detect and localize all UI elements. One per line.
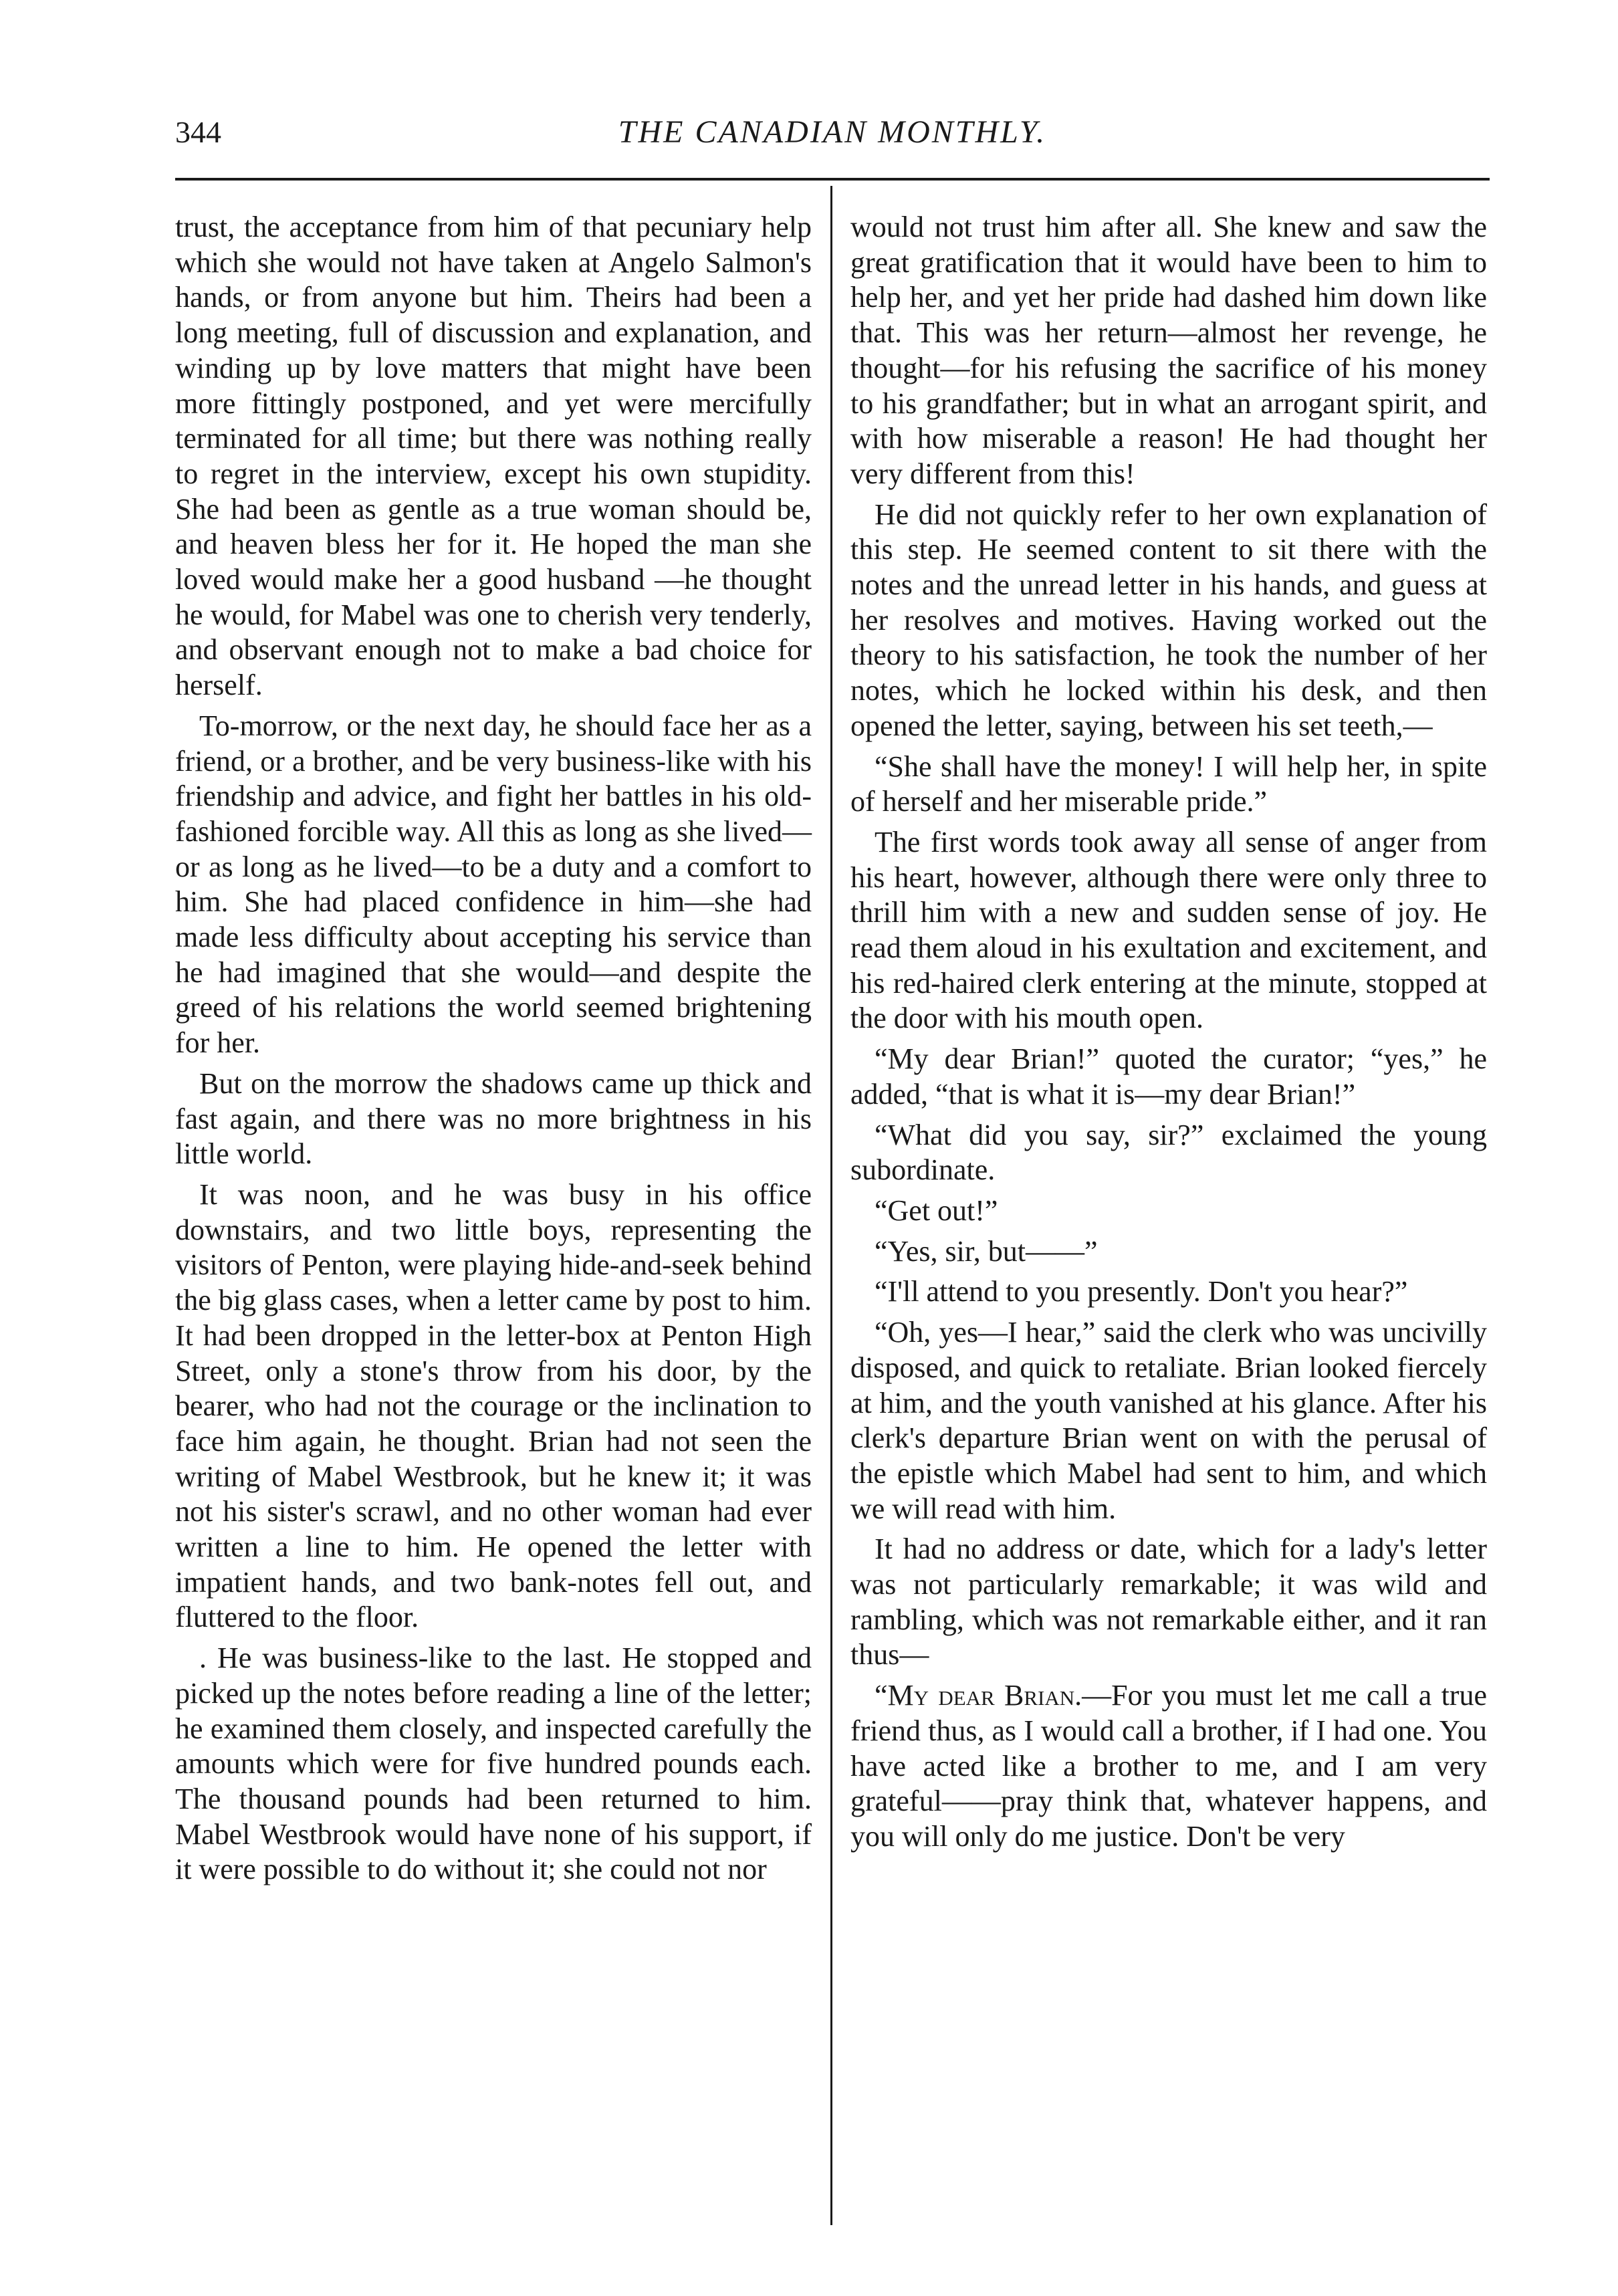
column-divider [830, 186, 832, 2225]
paragraph: It had no address or date, which for a lady's letter was not particularly remarkable; it was wild and rambling, which was not remarkable either, and it ran thus— [850, 1532, 1487, 1672]
left-column [175, 210, 812, 1893]
paragraph: He did not quickly refer to her own explanation of this step. He seemed content to sit there with the notes and the unread letter in his hands, and guess at her resolves and motives. Having worked out the theory to his satisfaction, he took the number of her notes, which he locked within his desk, and then opened the letter, saying, between his set teeth,— [850, 497, 1487, 742]
running-title: THE CANADIAN MONTHLY. [618, 114, 1047, 150]
paragraph: “She shall have the money! I will help her, in spite of herself and her miserable pride.” [850, 750, 1487, 818]
letter-body: —For you must let me call a true friend thus, as I would call a brother, if I had one. You have acted like a brother to me, and I am very grateful——pray think that, whatever happens, and you will only do me justice. Don't be very [850, 1679, 1487, 1853]
paragraph: would not trust him after all. She knew and saw the great gratification that it would have been to him to help her, and yet her pride had dashed him down like that. This was her return—almost her revenge, he thought—for his refusing the sacrifice of his money to his grandfather; but in what an arrogant spirit, and with how miserable a reason! He had thought her very different from this! [850, 211, 1487, 490]
paragraph: “Oh, yes—I hear,” said the clerk who was uncivilly disposed, and quick to retaliate. Brian looked fiercely at him, and the youth vanished at his glance. After his clerk's departure Brian went on with the perusal of the epistle which Mabel had sent to him, and which we will read with him. [850, 1316, 1487, 1525]
paragraph: “Yes, sir, but——” [875, 1234, 1098, 1268]
paragraph: . He was business-like to the last. He stopped and picked up the notes before reading a line of the letter; he examined them closely, and inspected carefully the amounts which were for five hundred pounds each. The thousand pounds had been returned to him. Mabel Westbrook would have none of his support, if it were possible to do without it; she could not nor [175, 1641, 812, 1886]
paragraph: “My dear Brian!” quoted the curator; “yes,” he added, “that is what it is—my dear Brian!” [850, 1042, 1487, 1111]
paragraph: It was noon, and he was busy in his office downstairs, and two little boys, representing the visitors of Penton, were playing hide-and-seek behind the big glass cases, when a letter came by post to him. It had been dropped in the letter-box at Penton High Street, only a stone's throw from his door, by the bearer, who had not the courage or the inclination to face him again, he thought. Brian had not seen the writing of Mabel Westbrook, but he knew it; it was not his sister's scrawl, and no other woman had ever written a line to him. He opened the letter with impatient hands, and two bank-notes fell out, and fluttered to the floor. [175, 1177, 812, 1634]
header-rule [175, 178, 1490, 181]
right-column [850, 210, 1487, 1860]
letter-paragraph [850, 1678, 1487, 1855]
letter-salutation: “My dear Brian. [875, 1679, 1082, 1712]
paragraph: To-morrow, or the next day, he should face her as a friend, or a brother, and be very business-like with his friendship and advice, and fight her battles in his old-fashioned forcible way. All this as long as she lived—or as long as he lived—to be a duty and a comfort to him. She had placed confidence in him—she had made less difficulty about accepting his service than he had imagined that she would—and despite the greed of his relations the world seemed brightening for her. [175, 709, 812, 1060]
paragraph: trust, the acceptance from him of that pecuniary help which she would not have taken at Angelo Salmon's hands, or from anyone but him. Theirs had been a long meeting, full of discussion and explanation, and winding up by love matters that might have been more fittingly postponed, and yet were mercifully terminated for all time; but there was nothing really to regret in the interview, except his own stupidity. She had been as gentle as a true woman should be, and heaven bless her for it. He hoped the man she loved would make her a good husband —he thought he would, for Mabel was one to cherish very tenderly, and observant enough not to make a bad choice for herself. [175, 211, 812, 702]
paragraph: “Get out!” [875, 1193, 998, 1227]
paragraph: “I'll attend to you presently. Don't you hear?” [875, 1275, 1408, 1308]
paragraph: “What did you say, sir?” exclaimed the young subordinate. [850, 1118, 1487, 1187]
page-header [175, 107, 1490, 160]
paragraph: But on the morrow the shadows came up thick and fast again, and there was no more brightness in his little world. [175, 1066, 812, 1171]
paragraph: The first words took away all sense of anger from his heart, however, although there were only three to thrill him with a new and sudden sense of joy. He read them aloud in his exultation and excitement, and his red-haired clerk entering at the minute, stopped at the door with his mouth open. [850, 825, 1487, 1035]
page-number: 344 [175, 115, 221, 149]
